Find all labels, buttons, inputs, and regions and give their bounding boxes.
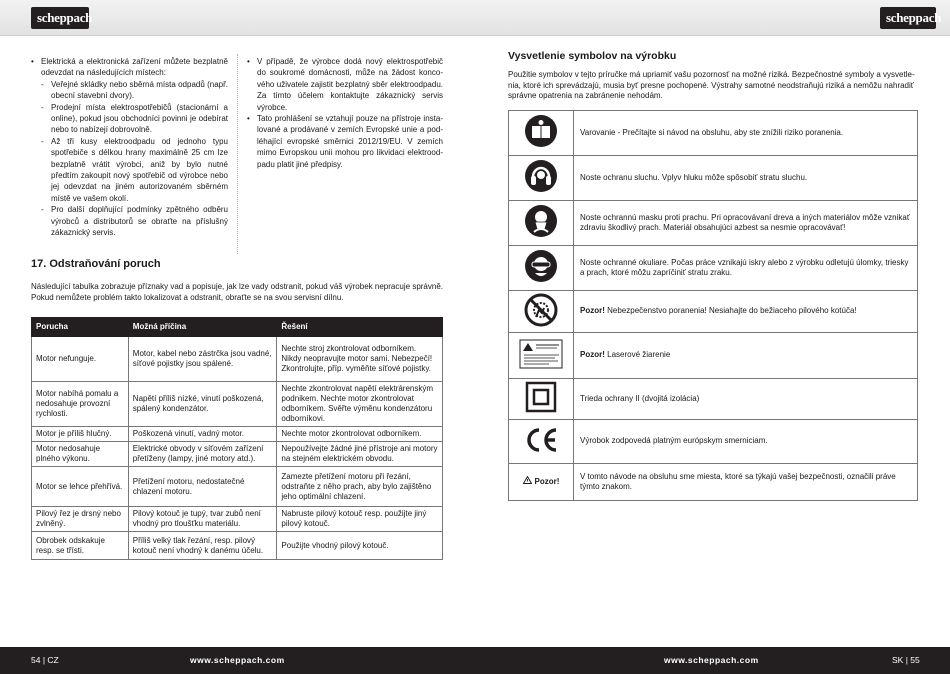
- disposal-dash-item: - Veřejné skládky nebo sběrná místa odpadů (např. obecní stavební dvory).: [41, 79, 228, 102]
- symbol-text: Nebezpečenstvo poranenia! Nesiahajte do bežiaceho pilového kotúča!: [604, 306, 857, 316]
- symbols-table: [508, 110, 918, 501]
- symbol-text: Laserové žiarenie: [604, 350, 671, 360]
- symbol-description: [574, 201, 918, 246]
- table-row: [32, 467, 443, 507]
- header-fault: Porucha: [32, 318, 129, 337]
- symbol-text: Trieda ochrany II (dvojitá izolácia): [580, 393, 700, 403]
- fault-cell: Motor nabíhá pomalu a nedosahuje provozní rychlosti.: [32, 382, 129, 427]
- footer-url-left: www.scheppach.com: [190, 655, 285, 665]
- solution-cell: Použijte vhodný pilový kotouč.: [277, 532, 443, 560]
- symbol-description: [574, 291, 918, 333]
- symbol-icon-cell: [509, 111, 574, 156]
- symbol-text: Noste ochranné okuliare. Počas práce vznikajú iskry alebo z výrobku odletujú úlomky, triesky a prach, ktoré môžu zapríčiniť stratu zraku.: [580, 257, 909, 277]
- column-divider: [237, 54, 238, 254]
- solution-cell: Nechte zkontrolovat napětí elektrárenským podnikem. Nechte motor zkontrolovat odborníkem. Svěřte výměnu kondenzátoru odborníkovi.: [277, 382, 443, 427]
- scheppach-logo-left: scheppach: [31, 7, 89, 29]
- symbol-bold-prefix: Pozor!: [580, 350, 605, 360]
- table-row: [32, 507, 443, 532]
- disposal-bullet: [31, 56, 228, 239]
- cause-cell: Přetížení motoru, nedostatečné chlazení motoru.: [128, 467, 277, 507]
- symbol-description: [574, 379, 918, 420]
- fault-cell: Motor je příliš hlučný.: [32, 427, 129, 442]
- scheppach-logo-right: scheppach: [880, 7, 936, 29]
- cause-cell: Pilový kotouč je tupý, tvar zubů není vhodný pro tloušťku materiálu.: [128, 507, 277, 532]
- symbol-text: Noste ochrannú masku proti prachu. Pri opracovávaní dreva a iných materiálov môže vznikať zdraviu škodlivý prach. Materiál obsahujúci azbest sa nesmie opracovávať!: [580, 212, 910, 232]
- ear-protection-icon: [524, 159, 558, 196]
- symbols-intro: Použitie symbolov v tejto príručke má upriamiť vašu pozornosť na možné riziká. Bezpečnostné symboly a vysvetlenia, ktoré ich sprevádzajú, musia byť presne pochopené. Výstrahy samotné neodstraňujú riziká a nemôžu nahradiť správne opatrenia na zabránenie nehodám.: [508, 70, 915, 101]
- cause-cell: Motor, kabel nebo zástrčka jsou vadné, síťové pojistky jsou spálené.: [128, 337, 277, 382]
- symbol-description: [574, 111, 918, 156]
- solution-cell: Nabruste pilový kotouč resp. použijte jiný pilový kotouč.: [277, 507, 443, 532]
- symbol-text: Výrobok zodpovedá platným európskym smerniciam.: [580, 436, 768, 446]
- symbol-description: [574, 246, 918, 291]
- header-solution: Řešení: [277, 318, 443, 337]
- footer-page-right: SK | 55: [892, 655, 920, 665]
- disposal-dash-item: - Až tři kusy elektroodpadu od jednoho typu spotřebiče s délkou hrany maximálně 25 cm lze bezplatně vrátit výrobci, aniž by bylo nutné předtím zakoupit nový spotřebič od výrobce nebo jej odevzdat na jiném autorizovaném sběrném místě ve vašem okolí.: [41, 136, 228, 204]
- disposal-dash-item: - Pro další doplňující podmínky zpětného odběru výrobců a distributorů se obraťte na příslušný zákaznický servis.: [41, 204, 228, 238]
- symbol-row: [509, 291, 918, 333]
- symbol-row: [509, 420, 918, 464]
- symbol-bold-prefix: Pozor!: [580, 306, 605, 316]
- cause-cell: Elektrické obvody v síťovém zařízení přetíženy (lampy, jiné motory atd.).: [128, 442, 277, 467]
- symbol-description: [574, 333, 918, 379]
- table-row: [32, 442, 443, 467]
- ce-mark-icon: [523, 426, 559, 457]
- footer-bar: [0, 647, 950, 674]
- disposal-bullets-2: [247, 56, 443, 170]
- fault-cell: Motor nefunguje.: [32, 337, 129, 382]
- symbol-text: Varovanie - Prečítajte si návod na obsluhu, aby ste znížili riziko poranenia.: [580, 127, 844, 137]
- symbol-icon-cell: [509, 201, 574, 246]
- disposal-bullet-item: • Tato prohlášení se vztahují pouze na přístroje instalované a prodávané v zemích Evropské unie a podléhající evropské směrnici 2012/19/EU. V zemích mimo Evropskou unii mohou pro likvidaci elektroodpadu platit jiné předpisy.: [247, 113, 443, 170]
- table-row: [32, 532, 443, 560]
- disposal-bullet-item: • V případě, že výrobce dodá nový elektrospotřebič do soukromé domácnosti, může na žádost koncového uživatele zajistit bezplatný sběr elektroodpadu. Za tímto účelem kontaktujte zákaznický servis výrobce.: [247, 56, 443, 113]
- symbol-row: [509, 156, 918, 201]
- header-cause: Možná příčina: [128, 318, 277, 337]
- cause-cell: Příliš velký tlak řezání, resp. pilový kotouč není vhodný k danému účelu.: [128, 532, 277, 560]
- disposal-column-1: [31, 56, 228, 239]
- solution-cell: Nepoužívejte žádné jiné přístroje ani motory na stejném elektrickém obvodu.: [277, 442, 443, 467]
- disposal-dash-item: - Prodejní místa elektrospotřebičů (stacionární a online), pokud jsou obchodníci povinni je odebírat nebo to nabízejí dobrovolně.: [41, 102, 228, 136]
- section-title-troubleshooting: 17. Odstraňování poruch: [31, 258, 161, 270]
- symbol-description: [574, 464, 918, 501]
- troubleshooting-table: [31, 317, 443, 560]
- read-manual-icon: [524, 114, 558, 151]
- disposal-column-2: [247, 56, 443, 170]
- table-row: [32, 382, 443, 427]
- symbols-title: Vysvetlenie symbolov na výrobku: [508, 50, 677, 62]
- laser-warning-icon: [519, 339, 563, 372]
- footer-page-left: 54 | CZ: [31, 655, 59, 665]
- warning-triangle-icon: [523, 476, 532, 487]
- table-row: [32, 427, 443, 442]
- symbol-text: Noste ochranu sluchu. Vplyv hluku môže spôsobiť stratu sluchu.: [580, 172, 808, 182]
- symbol-row: [509, 246, 918, 291]
- disposal-intro-text: Elektrická a elektronická zařízení můžete bezplatně odevzdat na následujících místech:: [41, 57, 228, 78]
- symbol-row: [509, 111, 918, 156]
- disposal-dash-list: [41, 79, 228, 239]
- dust-mask-icon: [524, 204, 558, 241]
- symbol-row: [509, 464, 918, 501]
- table-header-row: [32, 318, 443, 337]
- fault-cell: Motor nedosahuje plného výkonu.: [32, 442, 129, 467]
- fault-cell: Obrobek odskakuje resp. se třísti.: [32, 532, 129, 560]
- section-intro: Následující tabulka zobrazuje příznaky vad a popisuje, jak lze vady odstranit, pokud váš výrobek nepracuje správně. Pokud nemůžete problém takto lokalizovat a odstranit, obraťte se na svou servisní dílnu.: [31, 282, 443, 303]
- symbol-row: [509, 379, 918, 420]
- symbol-row: [509, 333, 918, 379]
- symbol-icon-cell: [509, 156, 574, 201]
- symbol-icon-cell: [509, 246, 574, 291]
- cause-cell: Poškozená vinutí, vadný motor.: [128, 427, 277, 442]
- safety-goggles-icon: [524, 249, 558, 286]
- symbol-row: [509, 201, 918, 246]
- symbol-icon-cell: [509, 379, 574, 420]
- solution-cell: Nechte motor zkontrolovat odborníkem.: [277, 427, 443, 442]
- symbol-description: [574, 156, 918, 201]
- symbol-description: [574, 420, 918, 464]
- table-row: [32, 337, 443, 382]
- footer-url-right: www.scheppach.com: [664, 655, 759, 665]
- fault-cell: Motor se lehce přehřívá.: [32, 467, 129, 507]
- symbol-icon-cell: [509, 291, 574, 333]
- symbol-icon-label: Pozor!: [534, 476, 560, 486]
- cause-cell: Napětí příliš nízké, vinutí poškozená, spálený kondenzátor.: [128, 382, 277, 427]
- symbol-icon-cell: [509, 333, 574, 379]
- no-hands-blade-icon: [524, 293, 558, 330]
- protection-class-ii-icon: [525, 381, 557, 416]
- header-bar: [0, 0, 950, 36]
- solution-cell: Nechte stroj zkontrolovat odborníkem. Nikdy neopravujte motor sami. Nebezpečí! Zkontrolujte, příp. vyměňte síťové pojistky.: [277, 337, 443, 382]
- symbol-icon-cell: [509, 464, 574, 501]
- symbol-icon-cell: [509, 420, 574, 464]
- solution-cell: Zamezte přetížení motoru při řezání, odstraňte z něho prach, aby bylo zajištěno jeho optimální chlazení.: [277, 467, 443, 507]
- fault-cell: Pilový řez je drsný nebo zvlněný.: [32, 507, 129, 532]
- symbol-text: V tomto návode na obsluhu sme miesta, ktoré sa týkajú vašej bezpečnosti, označili práve týmto znakom.: [580, 471, 896, 491]
